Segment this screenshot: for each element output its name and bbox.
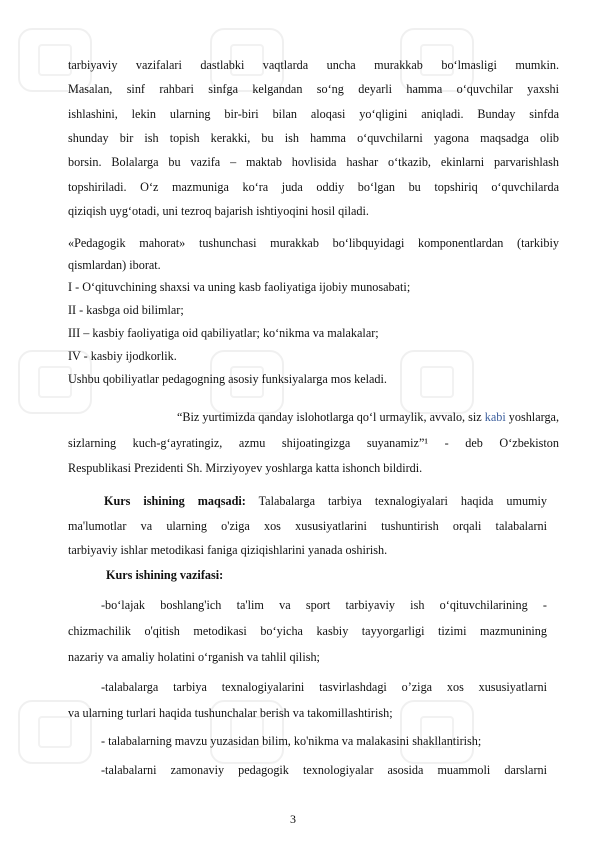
paragraph-line: ishlashini, lekin ularning bir-biri bilan aloqasi yo‘qligini aniqladi. Bunday sinfda: [68, 107, 559, 121]
paragraph-line: shunday bir ish topish kerakki, bu ish hamma o‘quvchilarni yagona maqsadga olib: [68, 131, 559, 145]
paragraph-line: topshiriladi. O‘z mazmuniga ko‘ra juda oddiy bo‘lgan bu topshiriq o‘quvchilarda: [68, 180, 559, 194]
list-item: I - O‘qituvchining shaxsi va uning kasb faoliyatiga ijobiy munosabati;: [68, 280, 411, 294]
paragraph-line: tarbiyaviy vazifalari dastlabki vaqtlarda uncha murakkab bo‘lmasligi mumkin.: [68, 58, 559, 72]
quote-line: Respublikasi Prezidenti Sh. Mirziyoyev yoshlarga katta ishonch bildirdi.: [68, 461, 423, 475]
paragraph-line: «Pedagogik mahorat» tushunchasi murakkab bo‘libquyidagi komponentlardan (tarkibiy: [68, 236, 559, 250]
course-goal-text: Talabalarga tarbiya texnalogiyalari haqida umumiy: [258, 494, 548, 508]
quote-line: [116, 410, 559, 425]
list-item: IV - kasbiy ijodkorlik.: [68, 349, 177, 363]
page-number: 3: [290, 812, 296, 826]
paragraph-line: borsin. Bolalarga bu vazifa – maktab hovlisida hashar o‘tkazib, ekinlarni parvarishlash: [68, 155, 559, 169]
course-goal-label: Kurs ishining maqsadi:: [104, 494, 246, 508]
course-goal-line: tarbiyaviy ishlar metodikasi faniga qiziqishlarini yanada oshirish.: [68, 543, 388, 557]
course-goal-line: [104, 494, 547, 509]
paragraph-line: qiziqish uyg‘otadi, uni tezroq bajarish ishtiyoqini hosil qiladi.: [68, 204, 369, 218]
task-line: -talabalarni zamonaviy pedagogik texnologiyalar asosida muammoli darslarni: [101, 763, 547, 777]
task-line: nazariy va amaliy holatini o‘rganish va tahlil qilish;: [68, 650, 320, 664]
task-line: -bo‘lajak boshlang'ich ta'lim va sport tarbiyaviy ish o‘qituvchilarining -: [101, 598, 547, 612]
list-item: II - kasbga oid bilimlar;: [68, 303, 184, 317]
quote-line: sizlarning kuch-g‘ayratingiz, azmu shijoatingizga suyanamiz”¹ - deb O‘zbekiston: [68, 436, 559, 450]
highlighted-word: kabi: [484, 410, 506, 424]
quote-text: “Biz yurtimizda qanday islohotlarga qo‘l urmaylik, avvalo, siz: [176, 410, 482, 424]
paragraph-line: qismlardan) iborat.: [68, 258, 161, 272]
paragraph-line: Masalan, sinf rahbari sinfga kelgandan so‘ng deyarli hamma o‘quvchilar yaxshi: [68, 82, 559, 96]
task-line: -talabalarga tarbiya texnalogiyalarini tasvirlashdagi o’ziga xos xususiyatlarni: [101, 680, 547, 694]
list-item: III – kasbiy faoliyatiga oid qabiliyatlar; ko‘nikma va malakalar;: [68, 326, 379, 340]
course-tasks-heading: Kurs ishining vazifasi:: [106, 568, 224, 582]
quote-text: yoshlarga,: [508, 410, 559, 424]
task-line: va ularning turlari haqida tushunchalar berish va takomillashtirish;: [68, 706, 393, 720]
task-line: - talabalarning mavzu yuzasidan bilim, ko'nikma va malakasini shakllantirish;: [101, 734, 482, 748]
course-goal-line: ma'lumotlar va ularning o'ziga xos xususiyatlarini tushuntirish orqali talabalarni: [68, 519, 547, 533]
task-line: chizmachilik o'qitish metodikasi bo‘yicha kasbiy tayyorgarligi tizimi mazmunining: [68, 624, 547, 638]
summary-line: Ushbu qobiliyatlar pedagogning asosiy funksiyalarga mos keladi.: [68, 372, 387, 386]
